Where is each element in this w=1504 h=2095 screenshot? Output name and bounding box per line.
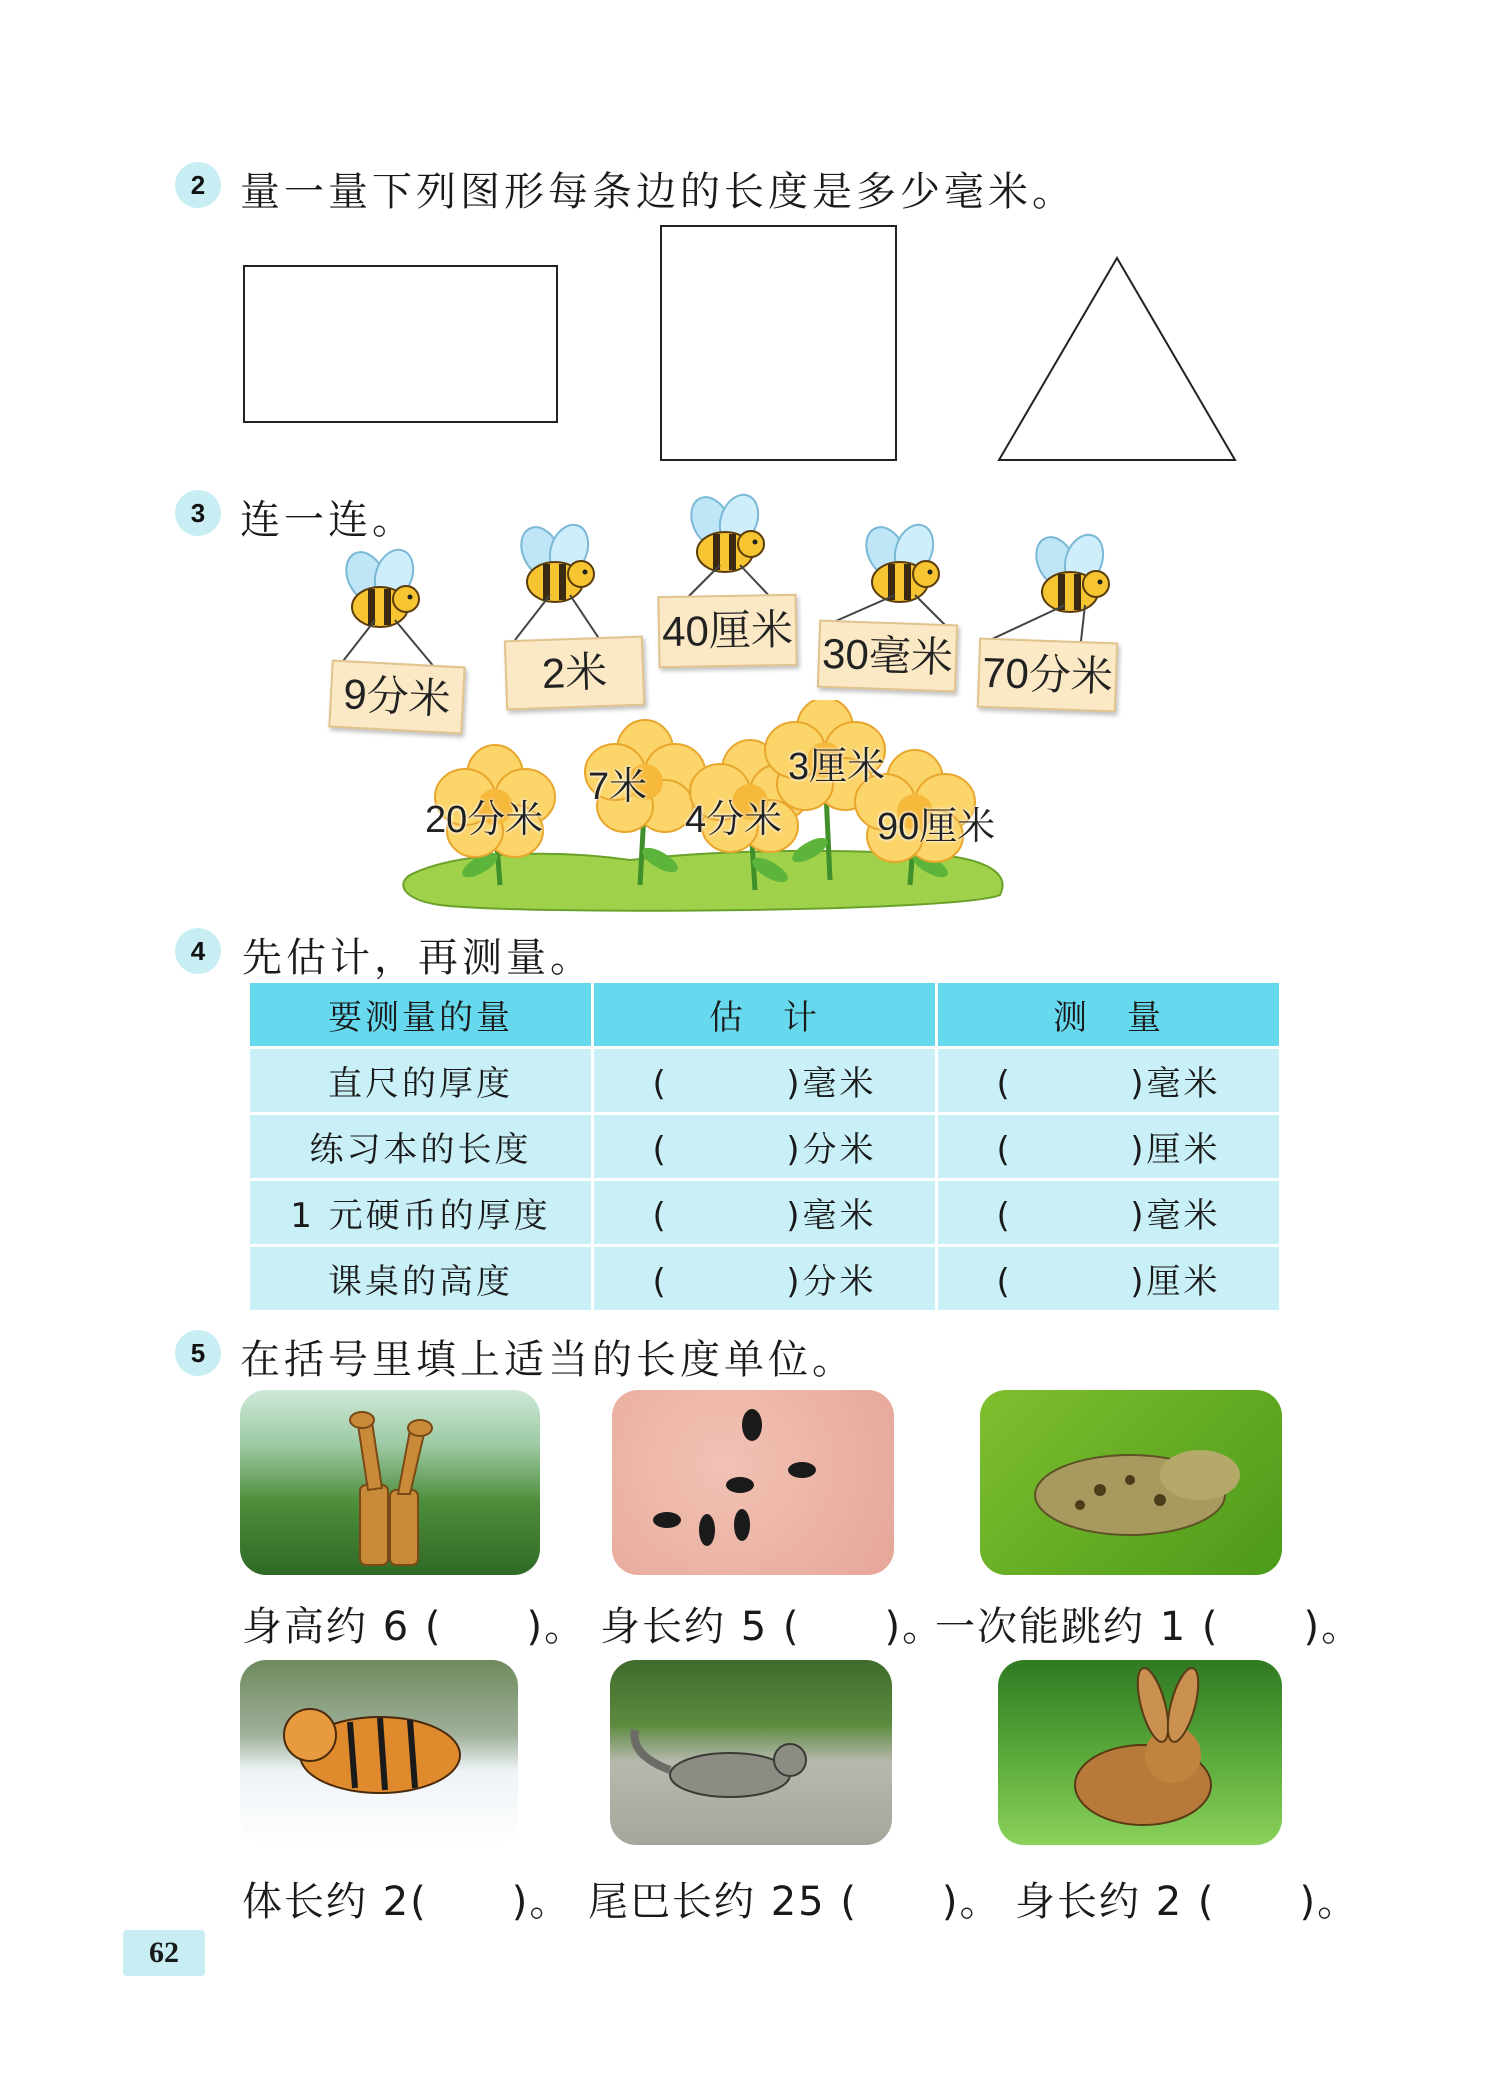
estimate-cell[interactable]: ( ) 分米 (593, 1114, 937, 1180)
question-2-text: 量一量下列图形每条边的长度是多少毫米。 (240, 169, 1076, 215)
estimate-cell[interactable]: ( ) 毫米 (593, 1048, 937, 1114)
measure-cell[interactable]: ( ) 毫米 (937, 1048, 1280, 1114)
table-header-estimate: 估 计 (593, 983, 937, 1048)
row-item: 课桌的高度 (250, 1246, 593, 1312)
question-3-text: 连一连。 (240, 497, 416, 543)
rectangle-shape (243, 265, 558, 423)
square-shape (660, 225, 897, 461)
table-row (250, 1246, 1279, 1312)
frog-photo (980, 1390, 1282, 1575)
row-item: 1 元硬币的厚度 (250, 1180, 593, 1246)
bee-sign-5: 70分米 (977, 638, 1118, 713)
flower-label-5: 90厘米 (877, 806, 996, 848)
question-5-text: 在括号里填上适当的长度单位。 (240, 1337, 856, 1383)
bee-sign-3: 40厘米 (657, 594, 797, 668)
table-header-measure: 测 量 (937, 983, 1280, 1048)
flower-label-3: 4分米 (685, 799, 783, 841)
table-row (250, 1048, 1279, 1114)
caption-cat: 尾巴长约 25 ( )。 (588, 1879, 1002, 1925)
rabbit-photo (998, 1660, 1282, 1845)
table-header-item: 要测量的量 (250, 983, 593, 1048)
measure-cell[interactable]: ( ) 厘米 (937, 1114, 1280, 1180)
flower-label-2: 7米 (588, 766, 648, 808)
estimate-cell[interactable]: ( ) 分米 (593, 1246, 937, 1312)
question-4-text: 先估计，再测量。 (242, 935, 594, 981)
giraffes-photo (240, 1390, 540, 1575)
page-number: 62 (123, 1930, 205, 1976)
triangle-shape (995, 255, 1240, 465)
caption-rabbit: 身长约 2 ( )。 (1015, 1879, 1360, 1925)
measurement-table (250, 983, 1279, 1313)
bee-sign-4: 30毫米 (817, 620, 958, 693)
estimate-cell[interactable]: ( ) 毫米 (593, 1180, 937, 1246)
cat-photo (610, 1660, 892, 1845)
flower-label-4: 3厘米 (788, 746, 886, 788)
bee-sign-2: 2米 (504, 636, 645, 711)
measure-cell[interactable]: ( ) 毫米 (937, 1180, 1280, 1246)
caption-ant: 身长约 5 ( )。 (600, 1604, 945, 1650)
table-row (250, 1114, 1279, 1180)
question-number-4: 4 (175, 928, 221, 974)
caption-tiger: 体长约 2( )。 (242, 1879, 572, 1925)
table-row (250, 1180, 1279, 1246)
flower-label-1: 20分米 (425, 799, 544, 841)
measure-cell[interactable]: ( ) 厘米 (937, 1246, 1280, 1312)
ants-photo (612, 1390, 894, 1575)
row-item: 直尺的厚度 (250, 1048, 593, 1114)
question-number-3: 3 (175, 490, 221, 536)
row-item: 练习本的长度 (250, 1114, 593, 1180)
tiger-photo (240, 1660, 518, 1845)
caption-frog: 一次能跳约 1 ( )。 (935, 1604, 1364, 1650)
question-number-5: 5 (175, 1330, 221, 1376)
caption-giraffe: 身高约 6 ( )。 (242, 1604, 587, 1650)
bee-sign-1: 9分米 (328, 660, 465, 735)
question-number-2: 2 (175, 162, 221, 208)
